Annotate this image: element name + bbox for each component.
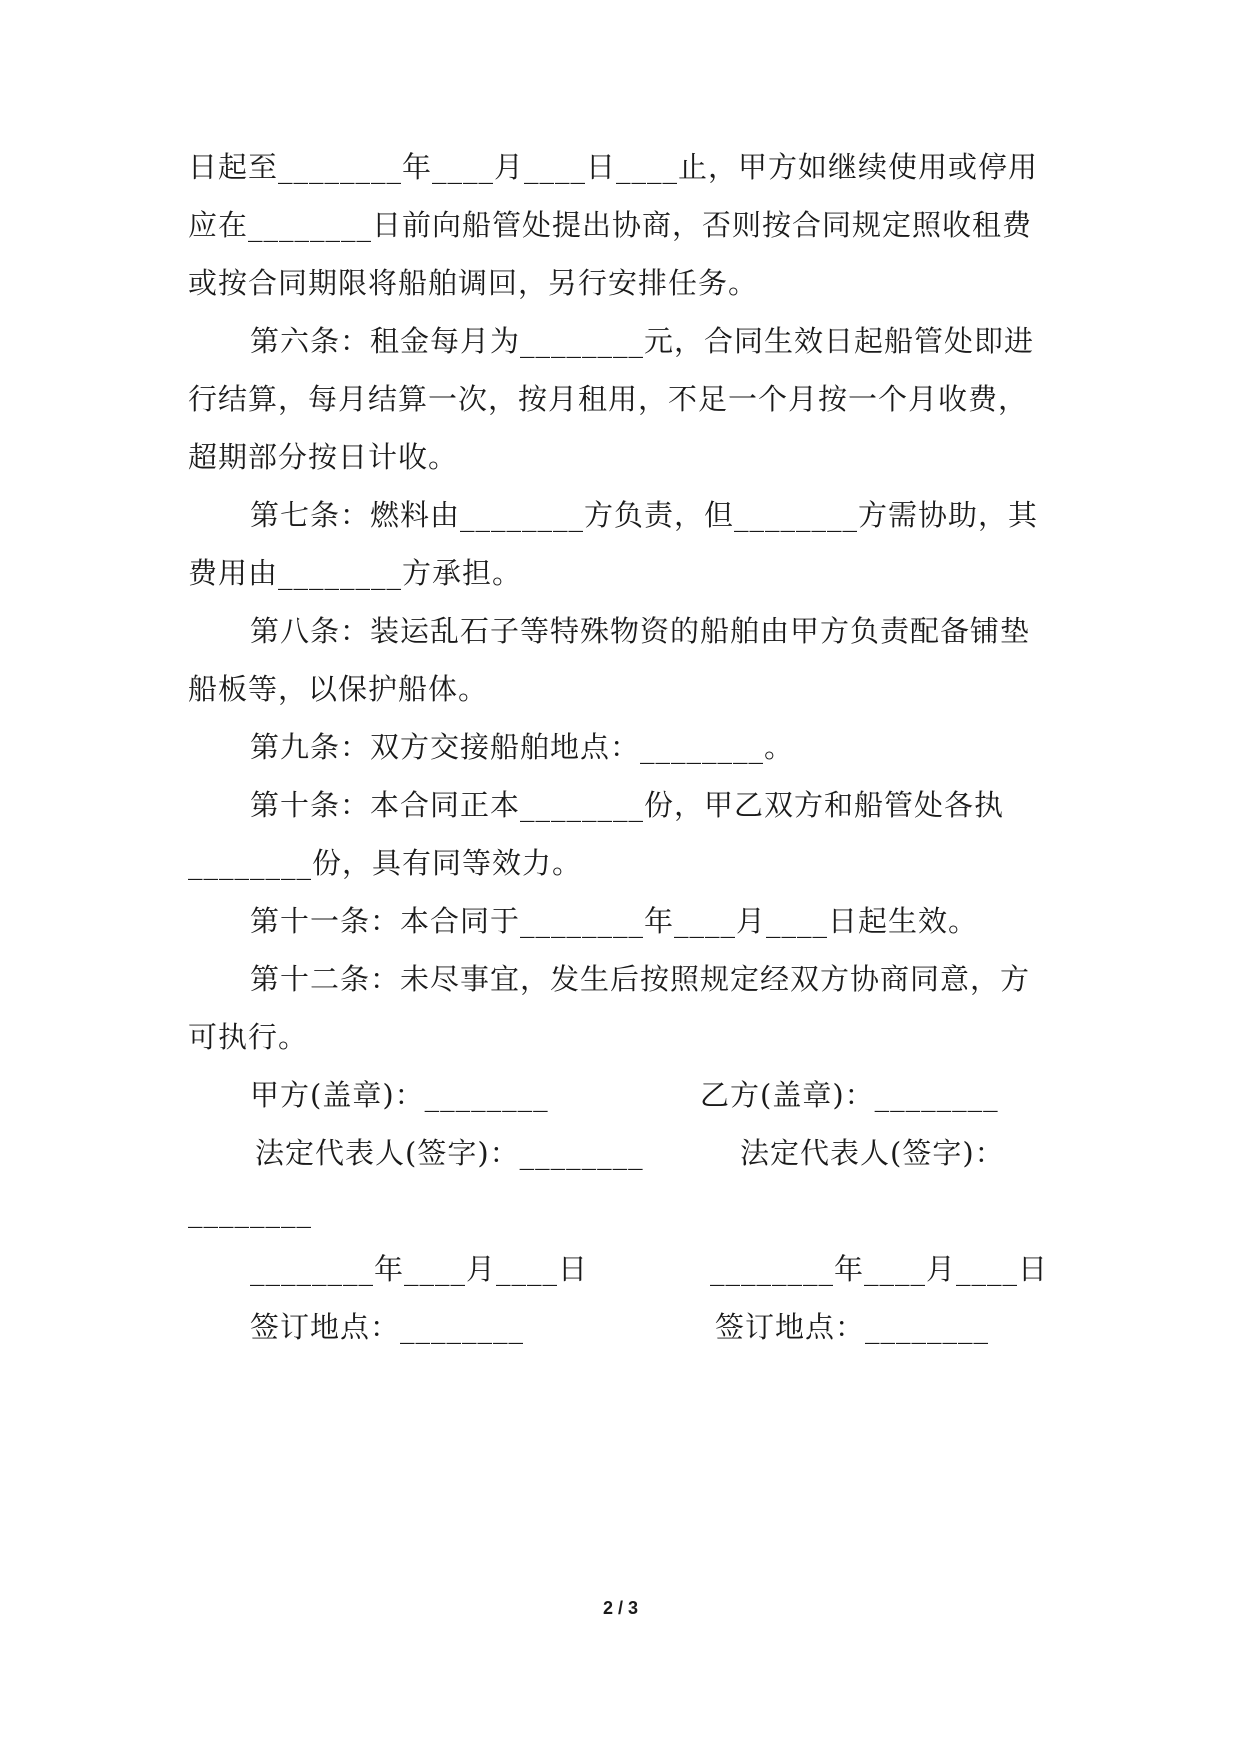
party-b-representative: 法定代表人(签字)： — [740, 1136, 1005, 1170]
paragraph-line: 超期部分按日计收。 — [188, 440, 459, 474]
party-b-representative-blank: ________ — [188, 1194, 312, 1228]
clause-11: 第十一条：本合同于________年____月____日起生效。 — [250, 904, 979, 938]
paragraph-line: 费用由________方承担。 — [188, 556, 523, 590]
clause-10: 第十条：本合同正本________份，甲乙双方和船管处各执 — [250, 788, 1005, 822]
paragraph-line: 可执行。 — [188, 1020, 309, 1054]
clause-6: 第六条：租金每月为________元，合同生效日起船管处即进 — [250, 324, 1035, 358]
party-b-seal: 乙方(盖章)：________ — [700, 1078, 999, 1112]
clause-7: 第七条：燃料由________方负责，但________方需协助，其 — [250, 498, 1039, 532]
paragraph-line: 应在________日前向船管处提出协商，否则按合同规定照收租费 — [188, 208, 1033, 242]
party-a-signing-place: 签订地点：________ — [250, 1310, 525, 1344]
paragraph-line: 船板等，以保护船体。 — [188, 672, 489, 706]
party-b-date: ________年____月____日 — [710, 1252, 1049, 1286]
page-number: 2 / 3 — [602, 1598, 639, 1618]
party-a-date: ________年____月____日 — [250, 1252, 589, 1286]
party-b-signing-place: 签订地点：________ — [715, 1310, 990, 1344]
clause-9: 第九条：双方交接船舶地点：________。 — [250, 730, 795, 764]
party-a-seal: 甲方(盖章)：________ — [250, 1078, 549, 1112]
party-a-representative: 法定代表人(签字)：________ — [255, 1136, 644, 1170]
clause-12: 第十二条：未尽事宜，发生后按照规定经双方协商同意，方 — [250, 962, 1031, 996]
paragraph-line: 日起至________年____月____日____止，甲方如继续使用或停用 — [188, 150, 1039, 184]
paragraph-line: 行结算，每月结算一次，按月租用，不足一个月按一个月收费， — [188, 382, 1029, 416]
paragraph-line: ________份，具有同等效力。 — [188, 846, 583, 880]
paragraph-line: 或按合同期限将船舶调回，另行安排任务。 — [188, 266, 759, 300]
clause-8: 第八条：装运乱石子等特殊物资的船舶由甲方负责配备铺垫 — [250, 614, 1031, 648]
